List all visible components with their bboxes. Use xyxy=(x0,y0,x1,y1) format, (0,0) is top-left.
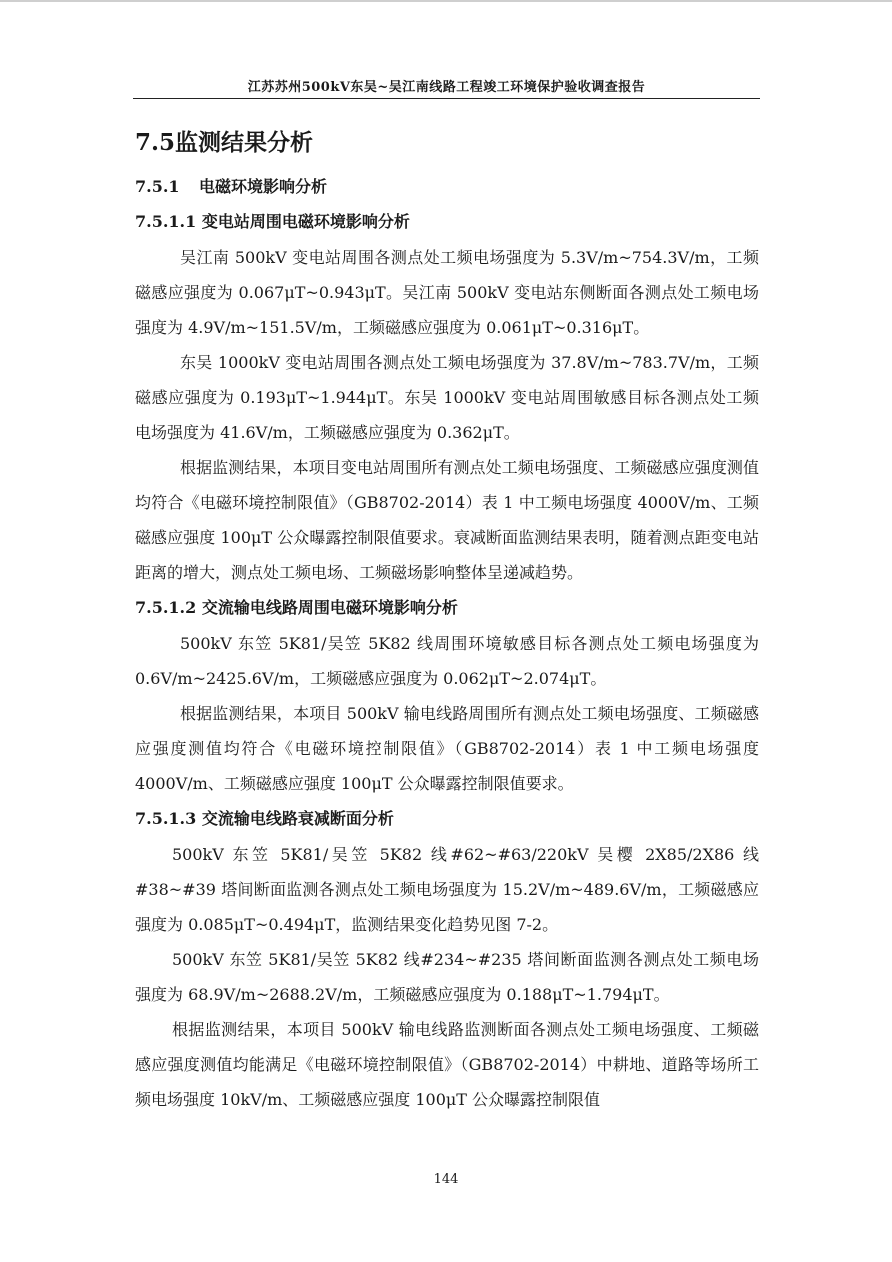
paragraph: 500kV 东笠 5K81/吴笠 5K82 线#62~#63/220kV 吴樱 2X85/2X86 线#38~#39 塔间断面监测各测点处工频电场强度为 15.2V/m~489.6V/m，工频磁感应强度为 0.085μT~0.494μT，监测结果变化趋势见图 7-2。 xyxy=(135,845,759,934)
block-attenuation-section xyxy=(135,801,759,1117)
heading-7-5-1-2: 7.5.1.2 交流输电线路周围电磁环境影响分析 xyxy=(135,598,458,617)
paragraph: 东吴 1000kV 变电站周围各测点处工频电场强度为 37.8V/m~783.7V/m，工频磁感应强度为 0.193μT~1.944μT。东吴 1000kV 变电站周围敏感目标各测点处工频电场强度为 41.6V/m，工频磁感应强度为 0.362μT。 xyxy=(135,353,759,442)
heading-7-5-1-3: 7.5.1.3 交流输电线路衰减断面分析 xyxy=(135,809,394,828)
page-body xyxy=(135,124,759,1117)
subsection-number: 7.5.1 xyxy=(135,177,180,196)
paragraph: 吴江南 500kV 变电站周围各测点处工频电场强度为 5.3V/m~754.3V/m，工频磁感应强度为 0.067μT~0.943μT。吴江南 500kV 变电站东侧断面各测点处工频电场强度为 4.9V/m~151.5V/m，工频磁感应强度为 0.061μT~0.316μT。 xyxy=(135,248,759,337)
block-substation xyxy=(135,204,759,590)
paragraph: 500kV 东笠 5K81/吴笠 5K82 线#234~#235 塔间断面监测各测点处工频电场强度为 68.9V/m~2688.2V/m，工频磁感应强度为 0.188μT~1.794μT。 xyxy=(135,950,759,1004)
section-title: 7.5监测结果分析 xyxy=(135,129,314,156)
top-border-line xyxy=(0,0,892,2)
paragraph: 根据监测结果，本项目 500kV 输电线路周围所有测点处工频电场强度、工频磁感应强度测值均符合《电磁环境控制限值》（GB8702-2014）表 1 中工频电场强度 4000V/m、工频磁感应强度 100μT 公众曝露控制限值要求。 xyxy=(135,704,759,793)
subsection-heading xyxy=(135,170,759,204)
block-line-surroundings xyxy=(135,590,759,801)
paragraph: 500kV 东笠 5K81/吴笠 5K82 线周围环境敏感目标各测点处工频电场强度为 0.6V/m~2425.6V/m，工频磁感应强度为 0.062μT~2.074μT。 xyxy=(135,634,759,688)
paragraph: 根据监测结果，本项目 500kV 输电线路监测断面各测点处工频电场强度、工频磁感应强度测值均能满足《电磁环境控制限值》（GB8702-2014）中耕地、道路等场所工频电场强度 10kV/m、工频磁感应强度 100μT 公众曝露控制限值 xyxy=(135,1020,759,1109)
subsection-title: 电磁环境影响分析 xyxy=(199,177,328,196)
heading-7-5-1-1: 7.5.1.1 变电站周围电磁环境影响分析 xyxy=(135,212,410,231)
header-rule xyxy=(133,98,760,99)
paragraph: 根据监测结果，本项目变电站周围所有测点处工频电场强度、工频磁感应强度测值均符合《电磁环境控制限值》（GB8702-2014）表 1 中工频电场强度 4000V/m、工频磁感应强度 100μT 公众曝露控制限值要求。衰减断面监测结果表明，随着测点距变电站距离的增大，测点处工频电场、工频磁场影响整体呈递减趋势。 xyxy=(135,458,759,582)
running-header: 江苏苏州500kV东吴~吴江南线路工程竣工环境保护验收调查报告 xyxy=(247,80,646,95)
page-number: 144 xyxy=(433,1172,459,1187)
